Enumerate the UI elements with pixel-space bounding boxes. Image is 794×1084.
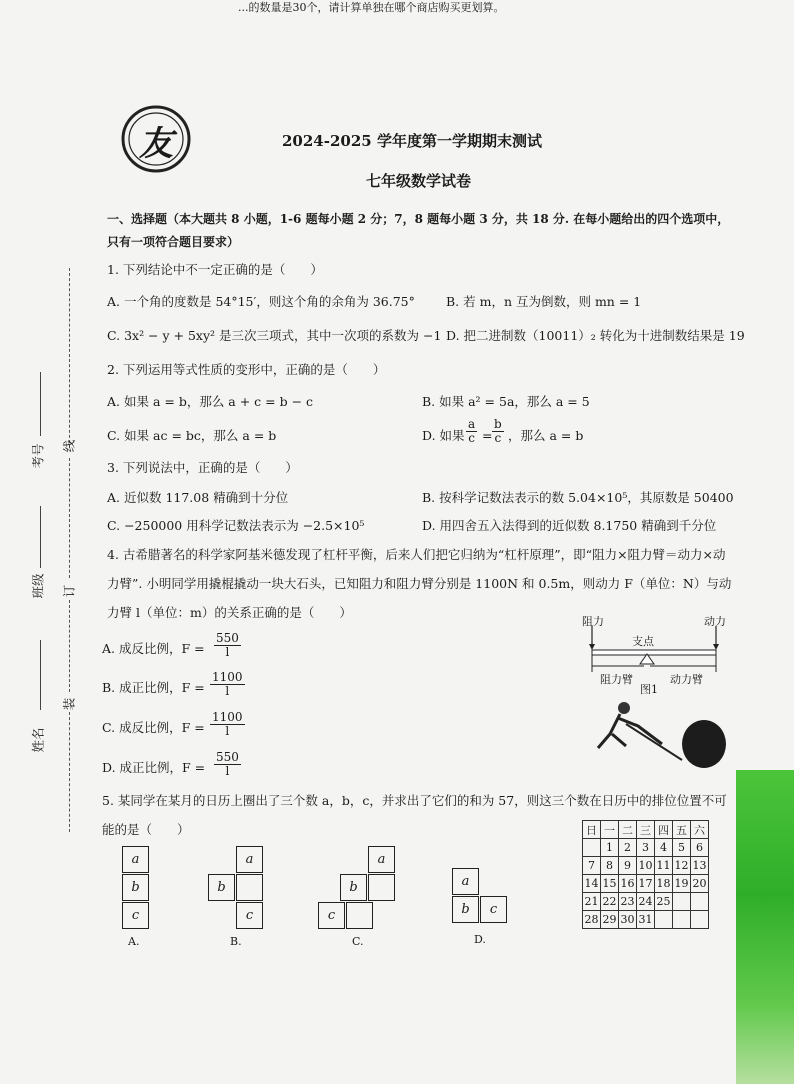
binding-label-zhuang: 装 bbox=[61, 697, 77, 711]
kaohao-label: 考号 bbox=[30, 443, 46, 469]
q1-stem: 1. 下列结论中不一定正确的是（ ） bbox=[107, 262, 323, 277]
calendar-day-cell: 29 bbox=[601, 911, 619, 929]
calendar-header-cell: 三 bbox=[637, 821, 655, 839]
binding-label-ding: 订 bbox=[61, 584, 77, 598]
q2-option-b: B. 如果 a² = 5a，那么 a = 5 bbox=[422, 394, 590, 409]
calendar-day-cell: 12 bbox=[673, 857, 691, 875]
q5-line2: 能的是（ ） bbox=[102, 822, 190, 837]
calendar-day-cell: 18 bbox=[655, 875, 673, 893]
calendar-header-cell: 四 bbox=[655, 821, 673, 839]
calendar-day-cell bbox=[583, 839, 601, 857]
q2-option-d-pre: D. 如果 bbox=[422, 428, 465, 443]
calendar-header-cell: 六 bbox=[691, 821, 709, 839]
shape-c-cell-c: c bbox=[318, 902, 345, 929]
q4-line3: 力臂 l（单位：m）的关系正确的是（ ） bbox=[107, 605, 352, 620]
q1-option-b: B. 若 m，n 互为倒数，则 mn = 1 bbox=[446, 294, 642, 309]
shape-d-cell-a: a bbox=[452, 868, 479, 895]
calendar-header-cell: 日 bbox=[583, 821, 601, 839]
q2-stem: 2. 下列运用等式性质的变形中，正确的是（ ） bbox=[107, 362, 386, 377]
shape-c-blank1 bbox=[368, 874, 395, 901]
xingming-label: 姓名 bbox=[30, 727, 46, 753]
q5-option-a-label: A. bbox=[128, 935, 140, 948]
shape-d-cell-c: c bbox=[480, 896, 507, 923]
calendar-day-cell: 17 bbox=[637, 875, 655, 893]
calendar-day-cell bbox=[655, 911, 673, 929]
lever-label-dongli: 动力 bbox=[704, 615, 726, 628]
calendar-week-row bbox=[583, 857, 709, 875]
school-logo bbox=[120, 104, 192, 174]
q4-line1: 4. 古希腊著名的科学家阿基米德发现了杠杆平衡，后来人们把它归纳为“杠杆原理”，即“阻力×阻力臂＝动力×动 bbox=[107, 547, 726, 562]
q1-option-a: A. 一个角的度数是 54°15′，则这个角的余角为 36.75° bbox=[107, 294, 415, 309]
q2-option-c: C. 如果 ac = bc，那么 a = b bbox=[107, 428, 277, 443]
calendar-day-cell: 22 bbox=[601, 893, 619, 911]
calendar-day-cell: 3 bbox=[637, 839, 655, 857]
q4-option-a-label: A. 成反比例，F = bbox=[102, 641, 205, 656]
q4-option-d-frac: $\frac{550}{l}$ bbox=[216, 750, 239, 778]
q3-option-c: C. −250000 用科学记数法表示为 −2.5×10⁵ bbox=[107, 518, 365, 533]
calendar-day-cell bbox=[691, 911, 709, 929]
lever-label-zhidian: 支点 bbox=[632, 635, 654, 648]
lever-caption: 图1 bbox=[640, 683, 658, 696]
shape-b-blank bbox=[236, 874, 263, 901]
page-title: 2024-2025 学年度第一学期期末测试 bbox=[282, 132, 542, 150]
q1-option-d: D. 把二进制数（10011）₂ 转化为十进制数结果是 19 bbox=[446, 328, 745, 343]
binding-line-bottom bbox=[69, 712, 70, 832]
lever-label-zulibi: 阻力臂 bbox=[600, 673, 633, 686]
calendar-week-row bbox=[583, 875, 709, 893]
calendar-day-cell: 1 bbox=[601, 839, 619, 857]
q3-option-b: B. 按科学记数法表示的数 5.04×10⁵，其原数是 50400 bbox=[422, 490, 734, 505]
calendar-day-cell: 21 bbox=[583, 893, 601, 911]
q4-option-c-label: C. 成反比例，F = bbox=[102, 720, 205, 735]
calendar-day-cell: 4 bbox=[655, 839, 673, 857]
calendar-header-cell: 五 bbox=[673, 821, 691, 839]
lever-label-zuli: 阻力 bbox=[582, 615, 604, 628]
q2-option-a: A. 如果 a = b，那么 a + c = b − c bbox=[107, 394, 314, 409]
calendar-day-cell: 19 bbox=[673, 875, 691, 893]
q4-line2: 力臂”. 小明同学用撬棍撬动一块大石头，已知阻力和阻力臂分别是 1100N 和 0.5m，则动力 F（单位：N）与动 bbox=[107, 576, 732, 591]
calendar-day-cell: 23 bbox=[619, 893, 637, 911]
shape-b-cell-b: b bbox=[208, 874, 235, 901]
calendar-day-cell: 28 bbox=[583, 911, 601, 929]
binding-label-xian: 线 bbox=[61, 439, 77, 453]
calendar-day-cell bbox=[673, 911, 691, 929]
calendar-day-cell: 8 bbox=[601, 857, 619, 875]
calendar-day-cell: 15 bbox=[601, 875, 619, 893]
scan-green-edge bbox=[736, 770, 794, 1084]
binding-line-top bbox=[69, 268, 70, 448]
q2-d-eq: = bbox=[482, 428, 493, 443]
shape-d-cell-b: b bbox=[452, 896, 479, 923]
section1-heading-line2: 只有一项符合题目要求） bbox=[107, 235, 240, 249]
calendar-day-cell: 20 bbox=[691, 875, 709, 893]
banji-blank bbox=[40, 506, 41, 568]
lever-label-donglibi: 动力臂 bbox=[670, 673, 703, 686]
q5-option-c-label: C. bbox=[352, 935, 364, 948]
q3-stem: 3. 下列说法中，正确的是（ ） bbox=[107, 460, 298, 475]
banji-label: 班级 bbox=[30, 573, 46, 599]
calendar-header-cell: 二 bbox=[619, 821, 637, 839]
section1-heading-line1: 一、选择题（本大题共 8 小题，1-6 题每小题 2 分；7，8 题每小题 3 分，共 18 分. 在每小题给出的四个选项中， bbox=[107, 212, 730, 226]
binding-line-lower bbox=[69, 600, 70, 692]
calendar-header-row bbox=[583, 821, 709, 839]
shape-b-cell-a: a bbox=[236, 846, 263, 873]
q2-option-d-post: ，那么 a = b bbox=[508, 428, 584, 443]
calendar-day-cell: 13 bbox=[691, 857, 709, 875]
q1-option-c: C. 3x² − y + 5xy² 是三次三项式，其中一次项的系数为 −1 bbox=[107, 328, 442, 343]
calendar-day-cell: 24 bbox=[637, 893, 655, 911]
q4-option-b-label: B. 成正比例，F = bbox=[102, 680, 205, 695]
calendar-day-cell: 2 bbox=[619, 839, 637, 857]
q3-option-a: A. 近似数 117.08 精确到十分位 bbox=[107, 490, 289, 505]
calendar-day-cell: 6 bbox=[691, 839, 709, 857]
q5-option-b-label: B. bbox=[230, 935, 242, 948]
shape-b-cell-c: c bbox=[236, 902, 263, 929]
calendar-week-row bbox=[583, 911, 709, 929]
q4-option-a-frac: $\frac{550}{l}$ bbox=[216, 631, 239, 659]
shape-c-cell-b: b bbox=[340, 874, 367, 901]
calendar-day-cell: 11 bbox=[655, 857, 673, 875]
q4-option-b-frac: $\frac{1100}{l}$ bbox=[212, 670, 243, 698]
shape-a-cell-b: b bbox=[122, 874, 149, 901]
shape-c-cell-a: a bbox=[368, 846, 395, 873]
calendar-week-row bbox=[583, 839, 709, 857]
calendar-day-cell: 31 bbox=[637, 911, 655, 929]
xingming-blank bbox=[40, 640, 41, 710]
calendar-day-cell: 25 bbox=[655, 893, 673, 911]
shape-a-cell-a: a bbox=[122, 846, 149, 873]
calendar-table bbox=[582, 820, 709, 929]
calendar-day-cell: 7 bbox=[583, 857, 601, 875]
calendar-day-cell bbox=[691, 893, 709, 911]
q5-option-d-label: D. bbox=[474, 933, 486, 946]
q5-line1: 5. 某同学在某月的日历上圈出了三个数 a，b，c，并求出了它们的和为 57，则这三个数在日历中的排位位置不可 bbox=[102, 793, 727, 808]
shape-a-cell-c: c bbox=[122, 902, 149, 929]
lever-figure bbox=[580, 614, 730, 774]
calendar-day-cell bbox=[673, 893, 691, 911]
calendar-day-cell: 5 bbox=[673, 839, 691, 857]
kaohao-blank bbox=[40, 372, 41, 436]
calendar-week-row bbox=[583, 893, 709, 911]
page-subtitle: 七年级数学试卷 bbox=[366, 172, 472, 190]
calendar-day-cell: 10 bbox=[637, 857, 655, 875]
q3-option-d: D. 用四舍五入法得到的近似数 8.1750 精确到千分位 bbox=[422, 518, 717, 533]
q2-d-frac1: $\frac{a}{c}$ bbox=[468, 417, 476, 445]
q4-option-d-label: D. 成正比例，F = bbox=[102, 760, 206, 775]
calendar-day-cell: 30 bbox=[619, 911, 637, 929]
q4-option-c-frac: $\frac{1100}{l}$ bbox=[212, 710, 243, 738]
calendar-day-cell: 16 bbox=[619, 875, 637, 893]
binding-line-mid bbox=[69, 458, 70, 578]
calendar-header-cell: 一 bbox=[601, 821, 619, 839]
q2-d-frac2: $\frac{b}{c}$ bbox=[494, 417, 502, 445]
logo-char: 友 bbox=[139, 124, 173, 164]
top-cut-text: ...的数量是30个，请计算单独在哪个商店购买更划算。 bbox=[238, 1, 505, 14]
calendar-day-cell: 9 bbox=[619, 857, 637, 875]
shape-c-blank2 bbox=[346, 902, 373, 929]
calendar-day-cell: 14 bbox=[583, 875, 601, 893]
